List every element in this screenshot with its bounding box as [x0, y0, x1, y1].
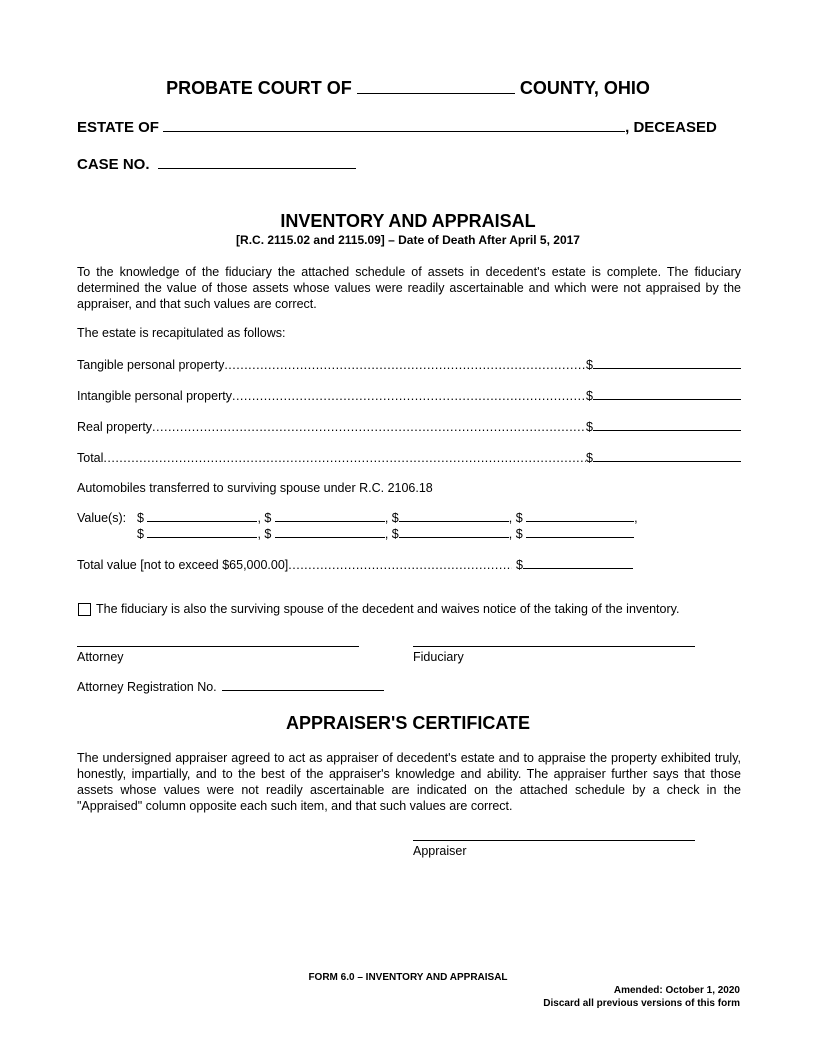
vehicle-value-field[interactable]: [399, 527, 509, 538]
attorney-label: Attorney: [77, 650, 124, 664]
currency-symbol: $: [515, 527, 523, 541]
court-heading: [0, 78, 816, 99]
case-line: [77, 156, 356, 173]
recap-label: Total: [77, 451, 104, 465]
leader-dots: [103, 451, 586, 465]
vehicle-value-field[interactable]: [275, 511, 385, 522]
leader-dots: [288, 558, 512, 572]
vehicle-value-field[interactable]: [526, 527, 634, 538]
recap-label: Intangible personal property: [77, 389, 232, 403]
fiduciary-statement: To the knowledge of the fiduciary the attached schedule of assets in decedent's estate is complete. The fiduciary determined the value of those assets whose values were readily ascertainable and which were not appraised by the appraiser, and that such values are correct.: [77, 265, 741, 311]
leader-dots: [232, 389, 586, 403]
total-vehicle-value-field[interactable]: [523, 557, 633, 569]
appraiser-signature-line[interactable]: [413, 840, 695, 841]
spouse-waiver: [78, 602, 679, 616]
vehicle-value-field[interactable]: [275, 527, 385, 538]
court-suffix: COUNTY, OHIO: [519, 78, 650, 98]
fiduciary-label: Fiduciary: [413, 650, 464, 664]
currency-symbol: $: [516, 558, 523, 572]
discard-notice: Discard all previous versions of this form: [543, 998, 740, 1009]
recap-row-tangible: [77, 357, 741, 372]
spouse-waiver-text: The fiduciary is also the surviving spouse of the decedent and waives notice of the taking of the inventory.: [96, 602, 680, 616]
real-property-amount-field[interactable]: [593, 419, 741, 431]
currency-symbol: $: [137, 527, 144, 541]
recap-row-intangible: [77, 388, 741, 403]
currency-symbol: $: [391, 527, 399, 541]
total-amount-field[interactable]: [593, 450, 741, 462]
registration-line: [77, 680, 384, 694]
total-vehicle-value-label: Total value [not to exceed $65,000.00]: [77, 558, 289, 572]
vehicle-value-field[interactable]: [399, 511, 509, 522]
fiduciary-signature-line[interactable]: [413, 646, 695, 647]
county-field[interactable]: [357, 80, 515, 94]
currency-symbol: $: [391, 511, 399, 525]
estate-prefix: ESTATE OF: [77, 119, 159, 136]
values-label: Value(s):: [77, 511, 127, 525]
registration-label: Attorney Registration No.: [77, 680, 217, 694]
recap-row-total: [77, 450, 741, 465]
appraiser-label: Appraiser: [413, 844, 467, 858]
estate-line: [77, 119, 717, 136]
inventory-title: INVENTORY AND APPRAISAL: [280, 211, 536, 231]
vehicle-value-field[interactable]: [147, 511, 257, 522]
currency-symbol: $: [586, 451, 593, 465]
attorney-signature-line[interactable]: [77, 646, 359, 647]
case-number-field[interactable]: [158, 157, 356, 169]
form-name: FORM 6.0 – INVENTORY AND APPRAISAL: [308, 972, 508, 983]
recap-row-real: [77, 419, 741, 434]
recap-label: Real property: [77, 420, 153, 434]
case-label: CASE NO.: [77, 156, 150, 173]
vehicle-values-row-2: $ , $ , $ , $: [137, 527, 634, 541]
intangible-amount-field[interactable]: [593, 388, 741, 400]
currency-symbol: $: [264, 511, 272, 525]
recap-intro: The estate is recapitulated as follows:: [77, 326, 286, 340]
currency-symbol: $: [586, 420, 593, 434]
currency-symbol: $: [264, 527, 272, 541]
leader-dots: [224, 358, 586, 372]
spouse-waiver-checkbox[interactable]: [78, 603, 91, 616]
vehicle-values-row-1: $ , $ , $ , $ ,: [137, 511, 638, 525]
certificate-text: The undersigned appraiser agreed to act as appraiser of decedent's estate and to appraise the property exhibited truly, honestly, impartially, and to the best of the appraiser's knowledge and ability. The appraiser further says that those assets whose values were not readily ascertainable are indicated on the attached schedule by a check in the "Appraised" column opposite each such item, and that such values are correct.: [77, 751, 741, 813]
vehicle-value-field[interactable]: [526, 511, 634, 522]
currency-symbol: $: [137, 511, 144, 525]
registration-number-field[interactable]: [222, 680, 384, 691]
court-prefix: PROBATE COURT OF: [166, 78, 352, 98]
currency-symbol: $: [586, 358, 593, 372]
decedent-name-field[interactable]: [163, 120, 625, 132]
vehicle-value-field[interactable]: [147, 527, 257, 538]
certificate-title: APPRAISER'S CERTIFICATE: [286, 713, 530, 733]
recap-label: Tangible personal property: [77, 358, 225, 372]
inventory-subtitle: [R.C. 2115.02 and 2115.09] – Date of Death After April 5, 2017: [236, 233, 580, 247]
estate-suffix: , DECEASED: [625, 119, 717, 136]
leader-dots: [152, 420, 586, 434]
currency-symbol: $: [586, 389, 593, 403]
tangible-amount-field[interactable]: [593, 357, 741, 369]
automobiles-label: Automobiles transferred to surviving spouse under R.C. 2106.18: [77, 481, 433, 495]
total-vehicle-value-row: [77, 557, 633, 572]
amended-date: Amended: October 1, 2020: [613, 985, 740, 996]
currency-symbol: $: [515, 511, 523, 525]
